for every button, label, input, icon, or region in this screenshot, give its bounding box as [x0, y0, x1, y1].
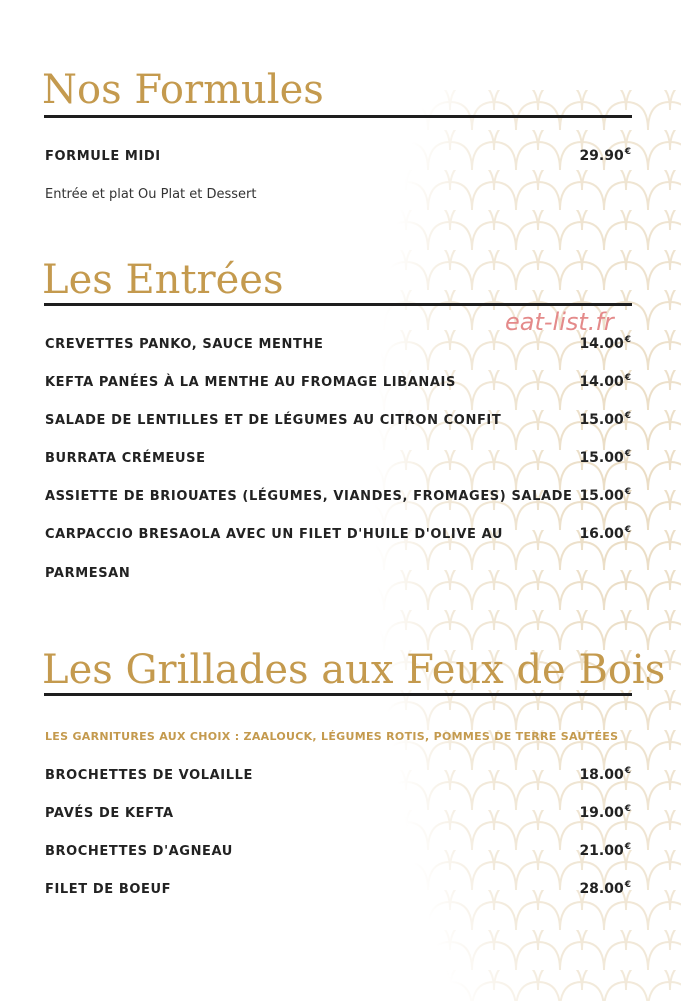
section-title-entrees: Les Entrées: [42, 257, 284, 303]
menu-item-name: KEFTA PANÉES À LA MENTHE AU FROMAGE LIBANAIS: [45, 375, 456, 390]
section-rule: [44, 303, 632, 306]
menu-item-name: SALADE DE LENTILLES ET DE LÉGUMES AU CITRON CONFIT: [45, 413, 502, 428]
menu-item-price: 15.00€: [579, 487, 631, 504]
watermark-text: eat-list.fr: [505, 308, 614, 336]
menu-item-name: FORMULE MIDI: [45, 149, 161, 164]
section-rule: [44, 115, 632, 118]
menu-item-price: 14.00€: [579, 373, 631, 390]
menu-item-name: CARPACCIO BRESAOLA AVEC UN FILET D'HUILE D'OLIVE AU: [45, 527, 504, 542]
menu-item-name: BROCHETTES D'AGNEAU: [45, 844, 233, 859]
menu-item-name: FILET DE BOEUF: [45, 882, 172, 897]
menu-item-name: BROCHETTES DE VOLAILLE: [45, 768, 253, 783]
garnish-note: LES GARNITURES AUX CHOIX : ZAALOUCK, LÉGUMES ROTIS, POMMES DE TERRE SAUTÉES: [45, 730, 619, 743]
menu-item-name: BURRATA CRÉMEUSE: [45, 451, 206, 466]
menu-item-price: 15.00€: [579, 449, 631, 466]
menu-item-price: 19.00€: [579, 804, 631, 821]
menu-item-name-continued: PARMESAN: [45, 566, 131, 581]
section-title-formules: Nos Formules: [42, 67, 324, 113]
menu-item-price: 15.00€: [579, 411, 631, 428]
menu-item-description: Entrée et plat Ou Plat et Dessert: [45, 187, 257, 202]
menu-item-price: 29.90€: [579, 147, 631, 164]
menu-item-price: 28.00€: [579, 880, 631, 897]
menu-item-name: PAVÉS DE KEFTA: [45, 806, 174, 821]
section-rule: [44, 693, 632, 696]
menu-item-price: 14.00€: [579, 335, 631, 352]
section-title-grillades: Les Grillades aux Feux de Bois: [42, 647, 666, 693]
menu-item-name: CREVETTES PANKO, SAUCE MENTHE: [45, 337, 324, 352]
menu-item-price: 18.00€: [579, 766, 631, 783]
menu-item-name: ASSIETTE DE BRIOUATES (LÉGUMES, VIANDES, FROMAGES) SALADE: [45, 489, 573, 504]
menu-item-price: 21.00€: [579, 842, 631, 859]
menu-item-price: 16.00€: [579, 525, 631, 542]
